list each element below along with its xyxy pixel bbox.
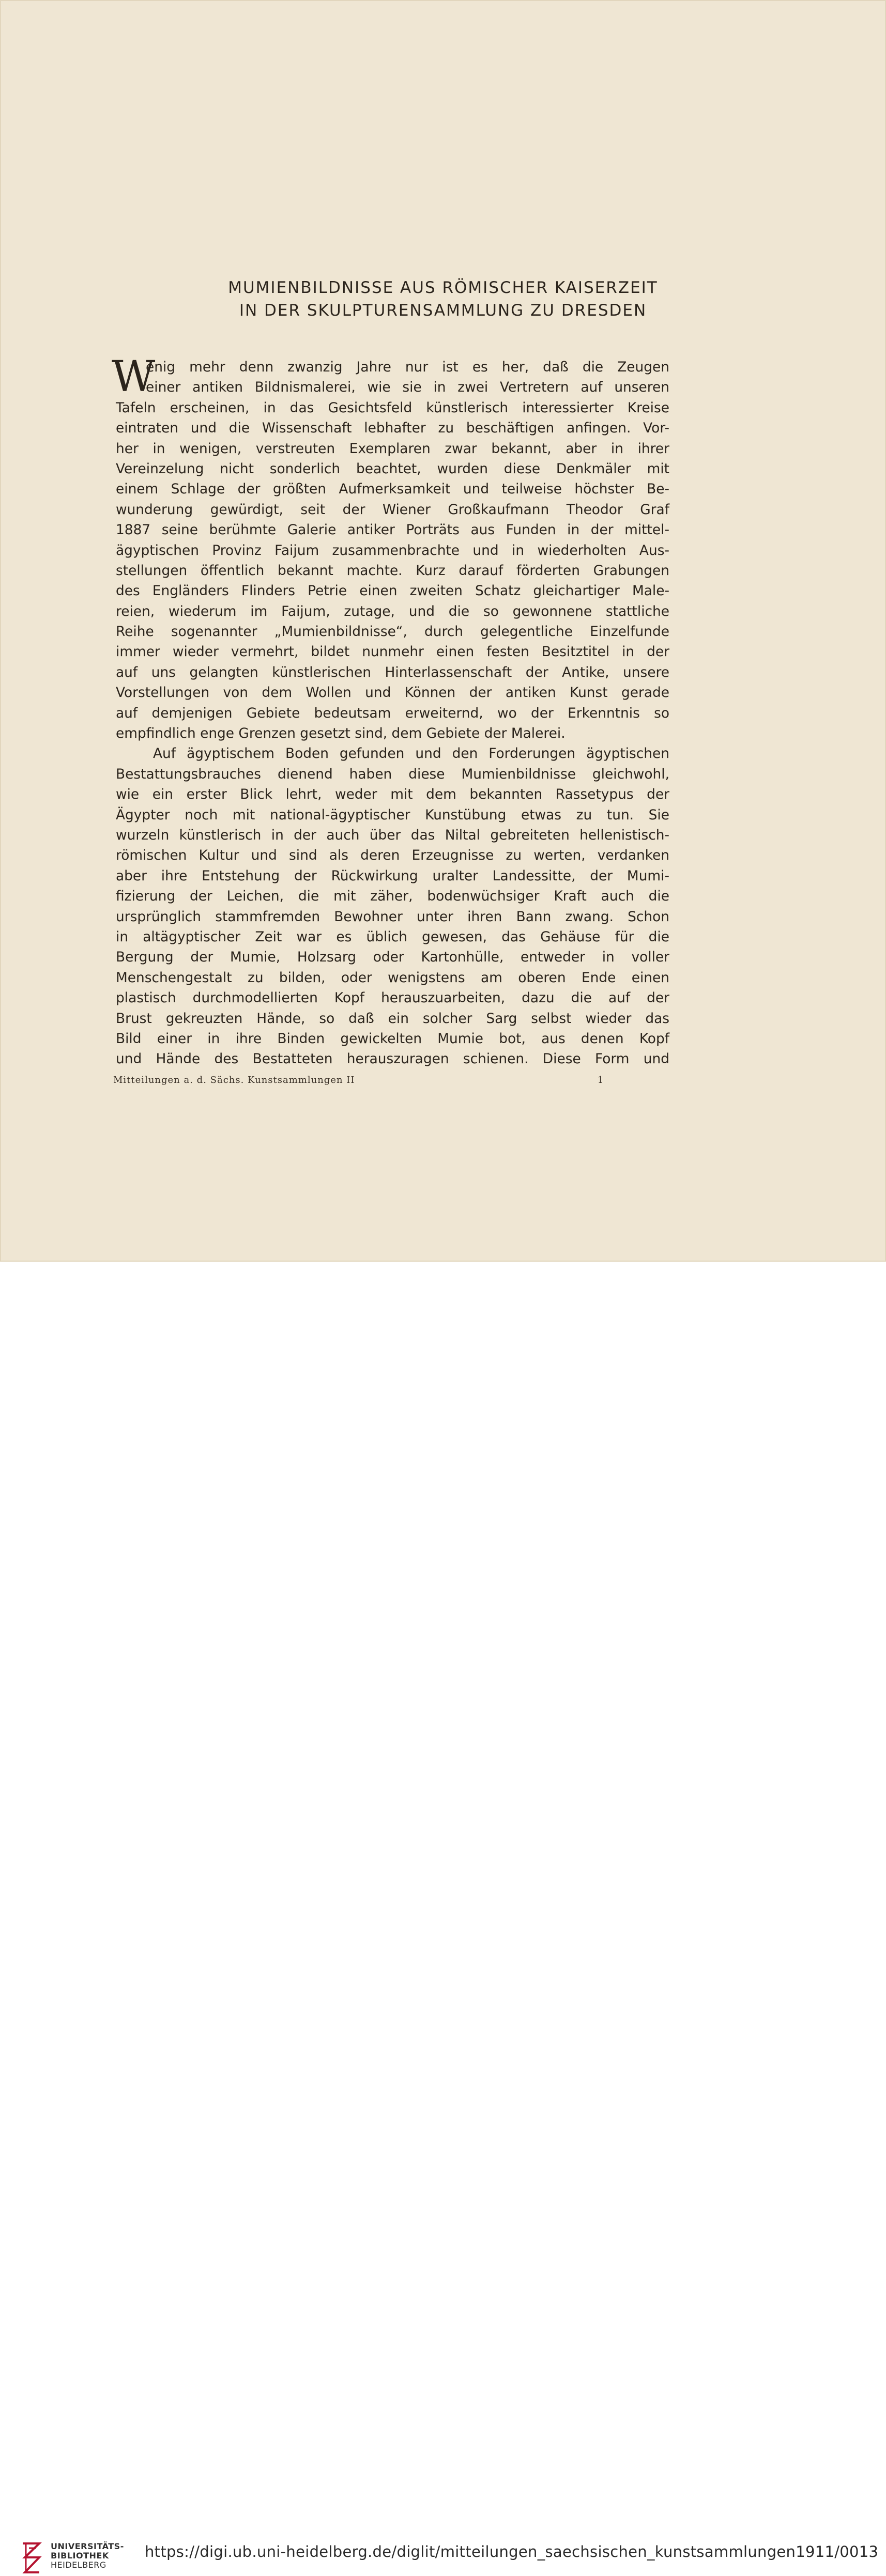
viewer-footer [0,1262,886,2570]
text-line-25: römischen Kultur und sind als deren Erzeugnisse zu werten, verdanken [116,847,669,864]
library-name-line-2: BIBLIOTHEK [51,2551,109,2561]
text-line-34: Bild einer in ihre Binden gewickelten Mumie bot, aus denen Kopf [116,1030,669,1047]
library-name [51,2542,124,2570]
text-line-4: eintraten und die Wissenschaft lebhafter zu beschäftigen anfingen. Vor- [116,420,669,437]
library-logo-icon [20,2540,43,2576]
text-line-21: Bestattungsbrauches dienend haben diese Mumienbildnisse gleichwohl, [116,766,669,782]
title-line-2: IN DER SKULPTURENSAMMLUNG ZU DRESDEN [239,301,647,320]
text-line-26: aber ihre Entstehung der Rückwirkung uralter Landessitte, der Mumi- [116,867,669,884]
text-line-5: her in wenigen, verstreuten Exemplaren zwar bekannt, aber in ihrer [116,440,669,457]
text-line-23: Ägypter noch mit national-ägyptischer Kunstübung etwas zu tun. Sie [116,806,669,823]
text-line-20: Auf ägyptischem Boden gefunden und den Forderungen ägyptischen [153,746,669,762]
footer-source-note: Mitteilungen a. d. Sächs. Kunstsammlungen II [113,1075,355,1085]
article-title [0,276,886,322]
library-name-line-1: UNIVERSITÄTS- [51,2541,124,2551]
scanned-page [0,0,886,1262]
text-line-19: empfindlich enge Grenzen gesetzt sind, dem Gebiete der Malerei. [116,725,566,742]
text-line-17: Vorstellungen von dem Wollen und Können der antiken Kunst gerade [116,685,669,701]
title-line-1: MUMIENBILDNISSE AUS RÖMISCHER KAISERZEIT [228,278,658,297]
text-line-6: Vereinzelung nicht sonderlich beachtet, wurden diese Denkmäler mit [116,460,669,477]
text-line-35: und Hände des Bestatteten herauszuragen schienen. Diese Form und [116,1051,669,1067]
text-line-28: ursprünglich stammfremden Bewohner unter ihren Bann zwang. Schon [116,908,669,925]
text-line-11: stellungen öffentlich bekannt machte. Kurz darauf förderten Grabungen [116,562,669,579]
text-line-10: ägyptischen Provinz Faijum zusammenbrachte und in wiederholten Aus- [116,542,669,558]
text-line-9: 1887 seine berühmte Galerie antiker Porträts aus Funden in der mittel- [116,522,669,538]
text-line-14: Reihe sogenannter „Mumienbildnisse“, durch gelegentliche Einzelfunde [116,624,669,640]
text-line-2: einer antiken Bildnismalerei, wie sie in zwei Vertretern auf unseren [146,379,669,396]
text-line-15: immer wieder vermehrt, bildet nunmehr einen festen Besitztitel in der [116,644,669,660]
document-url-link[interactable]: https://digi.ub.uni-heidelberg.de/diglit/mitteilungen_saechsischen_kunstsammlungen1911/0013 [145,2543,879,2561]
drop-cap: W [112,352,156,401]
text-line-8: wunderung gewürdigt, seit der Wiener Großkaufmann Theodor Graf [116,501,669,518]
text-line-30: Bergung der Mumie, Holzsarg oder Kartonhülle, entweder in voller [116,949,669,966]
body-text [112,352,669,1069]
text-line-22: wie ein erster Blick lehrt, weder mit dem bekannten Rassetypus der [116,786,669,803]
text-line-1: enig mehr denn zwanzig Jahre nur ist es her, daß die Zeugen [146,359,669,375]
text-line-13: reien, wiederum im Faijum, zutage, und die so gewonnene stattliche [116,603,669,619]
text-line-18: auf demjenigen Gebiete bedeutsam erweiternd, wo der Erkenntnis so [116,705,669,721]
footer-page-number: 1 [598,1075,604,1085]
text-line-16: auf uns gelangten künstlerischen Hinterlassenschaft der Antike, unsere [116,664,669,680]
text-line-3: Tafeln erscheinen, in das Gesichtsfeld künstlerisch interessierter Kreise [116,399,669,416]
text-line-33: Brust gekreuzten Hände, so daß ein solcher Sarg selbst wieder das [116,1010,669,1027]
text-line-32: plastisch durchmodellierten Kopf herauszuarbeiten, dazu die auf der [116,990,669,1006]
text-line-31: Menschengestalt zu bilden, oder wenigstens am oberen Ende einen [116,969,669,986]
text-line-24: wurzeln künstlerisch in der auch über das Niltal gebreiteten hellenistisch- [116,827,669,843]
text-line-27: fizierung der Leichen, die mit zäher, bodenwüchsiger Kraft auch die [116,888,669,905]
library-name-line-3: HEIDELBERG [51,2560,106,2570]
text-line-29: in altägyptischer Zeit war es üblich gewesen, das Gehäuse für die [116,928,669,945]
text-line-7: einem Schlage der größten Aufmerksamkeit und teilweise höchster Be- [116,481,669,498]
text-line-12: des Engländers Flinders Petrie einen zweiten Schatz gleichartiger Male- [116,583,669,599]
